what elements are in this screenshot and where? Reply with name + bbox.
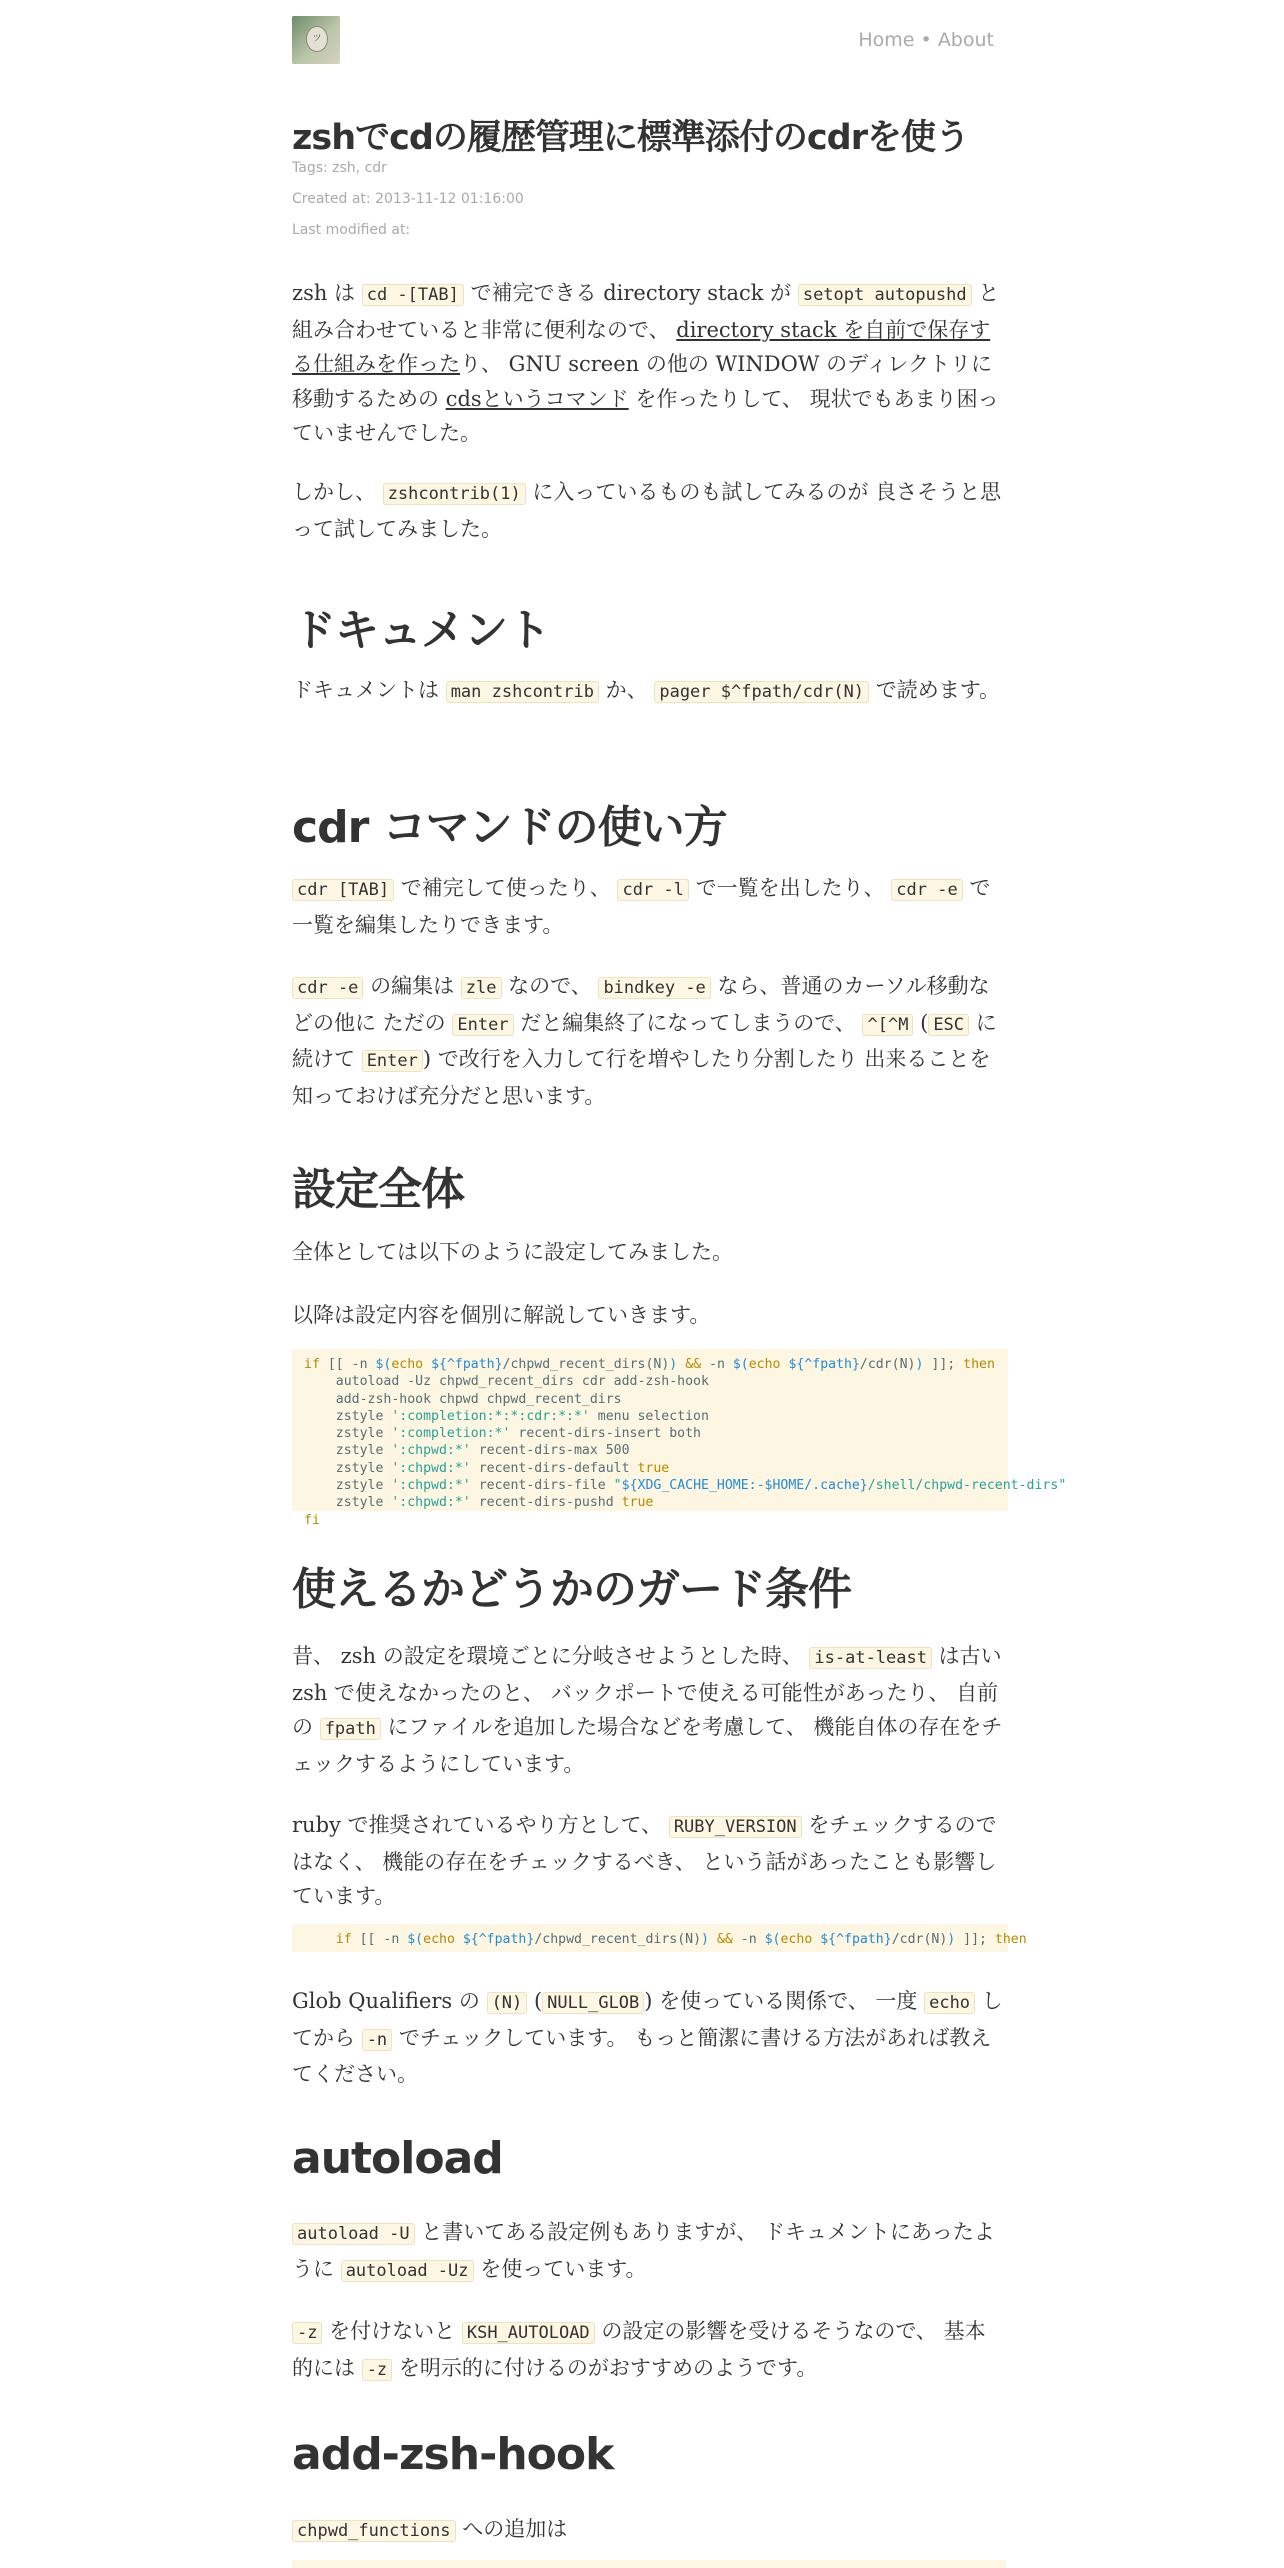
heading-guard: 使えるかどうかのガード条件 (292, 1564, 851, 1615)
text: Glob Qualifiers の (292, 1989, 487, 2013)
text: 以降は設定内容を個別に解説していきます。 (292, 1303, 711, 1327)
code-line: zstyle ':chpwd:*' recent-dirs-max 500 (304, 1443, 630, 1459)
code-line: zstyle ':chpwd:*' recent-dirs-default true (304, 1460, 670, 1476)
heading-autoload: autoload (292, 2133, 503, 2184)
text: で一覧を出したり、 (688, 876, 892, 900)
inline-code: bindkey -e (598, 977, 710, 999)
top-nav (858, 29, 994, 51)
inline-code: pager $^fpath/cdr(N) (654, 681, 869, 703)
paragraph-document (292, 673, 1006, 710)
code-line: if [[ -n $(echo ${^fpath}/chpwd_recent_dirs(N)) && -n $(echo ${^fpath}/cdr(N)) ]]; then (335, 1932, 1027, 1947)
text: を付けないと (322, 2319, 462, 2343)
code-block-config (292, 1349, 1067, 1528)
inline-code: -n (362, 2029, 392, 2051)
inline-code: cdr -l (617, 879, 688, 901)
text: に続けて (292, 1010, 997, 1071)
paragraph-chpwd-functions (292, 2512, 1006, 2549)
heading-usage: cdr コマンドの使い方 (292, 802, 727, 853)
text: なので、 (501, 974, 599, 998)
text: で補完できる directory stack が (463, 281, 798, 305)
text: だと編集終了になってしまうので、 (513, 1010, 863, 1035)
paragraph-config-overview (292, 1235, 1006, 1270)
avatar[interactable] (292, 16, 340, 64)
inline-code: setopt autopushd (798, 284, 972, 306)
text: を使っています。 (473, 2256, 647, 2281)
nav-separator: • (920, 29, 932, 51)
text: の設定の影響を受けるそうなので、 基本的には (292, 2319, 986, 2380)
text: ruby で推奨されているやり方として、 (292, 1813, 669, 1837)
cds-command-link[interactable]: cdsというコマンド (445, 386, 629, 411)
text: 全体としては以下のように設定してみました。 (292, 1240, 733, 1264)
text: ( (913, 1010, 929, 1035)
paragraph-autoload (292, 2215, 1006, 2288)
code-line: zstyle ':completion:*' recent-dirs-insert both (304, 1426, 701, 1442)
inline-code: Enter (452, 1014, 513, 1036)
nav-about-link[interactable]: About (937, 29, 994, 51)
paragraph-ruby (292, 1808, 1006, 1914)
paragraph-glob (292, 1984, 1006, 2092)
text: してから (292, 1989, 1003, 2050)
text: なら、普通のカーソル移動などの他に ただの (292, 974, 990, 1035)
paragraph-zshcontrib (292, 475, 1006, 546)
heading-config: 設定全体 (292, 1164, 464, 1215)
inline-code: echo (924, 1992, 975, 2014)
text: と組み合わせていると非常に便利なので、 (292, 281, 1000, 342)
text: ドキュメントは (292, 678, 446, 702)
inline-code: KSH_AUTOLOAD (462, 2322, 595, 2344)
text: り、 GNU screen の他の WINDOW のディレクトリに移動するための (292, 352, 992, 411)
inline-code: autoload -U (292, 2223, 415, 2245)
directory-stack-link[interactable]: directory stack を自前で保存する仕組みを作った (292, 317, 991, 376)
paragraph-intro (292, 276, 1006, 451)
code-line: zstyle ':chpwd:*' recent-dirs-file "${XDG_CACHE_HOME:-$HOME/.cache}/shell/chpwd-recent-dirs" (304, 1478, 1067, 1494)
paragraph-ksh-autoload (292, 2314, 1006, 2387)
inline-code: cdr -e (292, 977, 363, 999)
code-line: fi (304, 1512, 320, 1528)
heading-add-zsh-hook: add-zsh-hook (292, 2429, 614, 2480)
inline-code: fpath (320, 1718, 381, 1740)
text: ) を使っている関係で、 一度 (644, 1989, 925, 2013)
inline-code: is-at-least (809, 1647, 932, 1669)
inline-code: -z (362, 2359, 392, 2381)
post-title: zshでcdの履歴管理に標準添付のcdrを使う (292, 118, 969, 158)
inline-code: cd -[TAB] (362, 284, 464, 306)
avatar-face-icon: ツ (306, 26, 328, 52)
text: と書いてある設定例もありますが、 ドキュメントにあったように (292, 2220, 995, 2281)
text: しかし、 (292, 480, 383, 504)
inline-code: Enter (362, 1050, 423, 1072)
text: を作ったりして、 現状でもあまり困っていませんでした。 (292, 386, 999, 445)
code-block-guard (292, 1924, 1027, 1952)
text: に入っているものも試してみるのが 良さそうと思って試してみました。 (292, 480, 1002, 541)
post-created: Created at: 2013-11-12 01:16:00 (292, 191, 524, 207)
text: で一覧を編集したりできます。 (292, 876, 991, 937)
paragraph-config-detail (292, 1298, 1006, 1333)
text: でチェックしています。 もっと簡潔に書ける方法があれば教えてください。 (292, 2025, 992, 2086)
text: の編集は (363, 974, 461, 998)
inline-code: RUBY_VERSION (669, 1816, 802, 1838)
code-block-partial (292, 2560, 1006, 2568)
inline-code: zshcontrib(1) (383, 483, 526, 505)
text: は古い zsh で使えなかったのと、 バックポートで使える可能性があったり、 自前の (292, 1644, 1002, 1739)
text: zsh は (292, 281, 362, 305)
paragraph-edit (292, 969, 1006, 1113)
code-line: autoload -Uz chpwd_recent_dirs cdr add-zsh-hook (304, 1374, 709, 1390)
inline-code: NULL_GLOB (542, 1992, 644, 2014)
text: を明示的に付けるのがおすすめのようです。 (392, 2355, 818, 2380)
text: で読めます。 (869, 678, 1001, 702)
heading-document: ドキュメント (292, 605, 550, 656)
text: で補完して使ったり、 (394, 876, 618, 900)
text: か、 (598, 678, 655, 702)
text: への追加は (455, 2517, 568, 2541)
text: ( (527, 1989, 543, 2013)
inline-code: zle (461, 977, 502, 999)
post-modified: Last modified at: (292, 222, 411, 238)
text: にファイルを追加した場合などを考慮して、 機能自体の存在をチェックするようにしています。 (292, 1715, 1003, 1776)
inline-code: (N) (487, 1992, 528, 2014)
code-line: zstyle ':chpwd:*' recent-dirs-pushd true (304, 1495, 654, 1511)
code-line: zstyle ':completion:*:*:cdr:*:*' menu selection (304, 1408, 709, 1424)
text: 昔、 zsh の設定を環境ごとに分岐させようとした時、 (292, 1644, 810, 1668)
inline-code: autoload -Uz (341, 2260, 474, 2282)
inline-code: -z (292, 2322, 322, 2344)
paragraph-usage (292, 871, 1006, 942)
code-line: if [[ -n $(echo ${^fpath}/chpwd_recent_dirs(N)) && -n $(echo ${^fpath}/cdr(N)) ]]; then (304, 1357, 995, 1372)
inline-code: ESC (928, 1014, 969, 1036)
inline-code: cdr [TAB] (292, 879, 394, 901)
paragraph-guard (292, 1639, 1006, 1781)
post-tags: Tags: zsh, cdr (292, 160, 387, 176)
text: をチェックするのではなく、 機能の存在をチェックするべき、 という話があったことも影響しています。 (292, 1813, 997, 1908)
inline-code: chpwd_functions (292, 2520, 456, 2542)
inline-code: cdr -e (891, 879, 962, 901)
code-line: add-zsh-hook chpwd chpwd_recent_dirs (304, 1391, 622, 1407)
inline-code: man zshcontrib (446, 681, 599, 703)
nav-home-link[interactable]: Home (858, 29, 915, 51)
text: ) で改行を入力して行を増やしたり分割したり 出来ることを知っておけば充分だと思います。 (292, 1047, 991, 1108)
inline-code: ^[^M (862, 1014, 913, 1036)
